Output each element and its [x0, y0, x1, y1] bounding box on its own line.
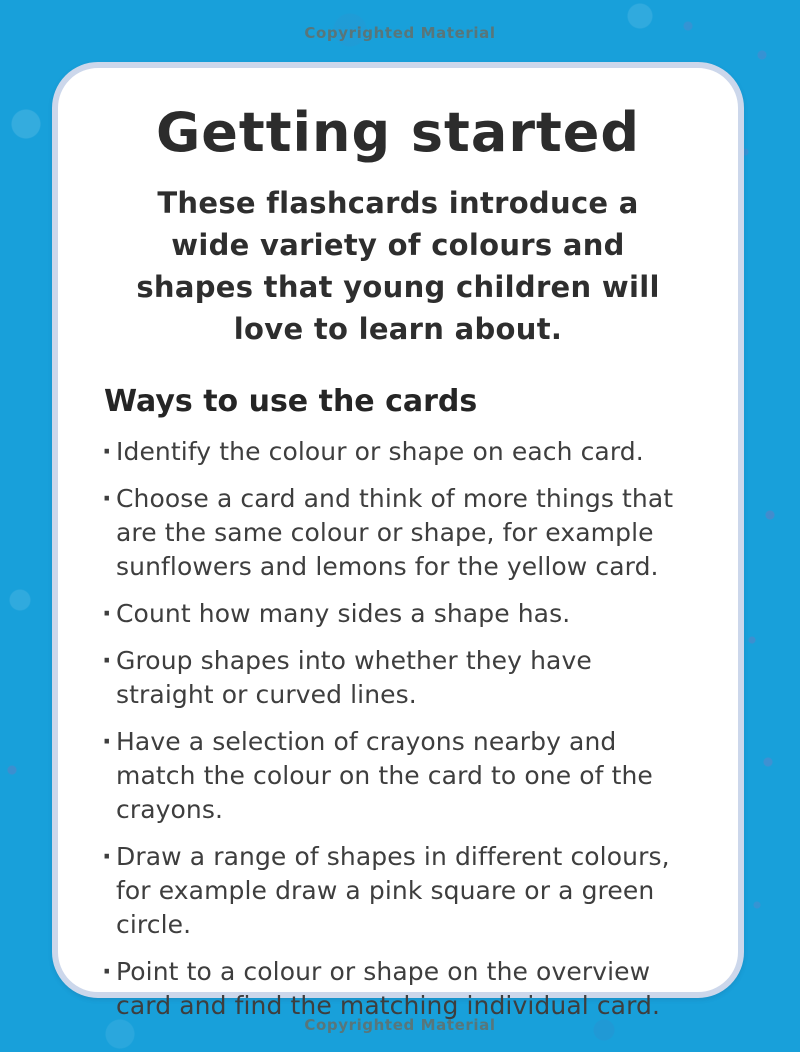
bullet-dot: ·: [102, 957, 112, 986]
bullet-dot: ·: [102, 842, 112, 871]
bullet-dot: ·: [102, 599, 112, 628]
list-item: [102, 840, 694, 942]
intro-line: shapes that young children will: [136, 270, 660, 304]
bullet-text: Group shapes into whether they have straight or curved lines.: [116, 646, 592, 709]
bullet-text: Point to a colour or shape on the overview card and find the matching individual card.: [116, 957, 661, 1020]
bullet-text: Have a selection of crayons nearby and match the colour on the card to one of the crayons.: [116, 727, 653, 824]
list-item: [102, 597, 694, 631]
intro-line: love to learn about.: [233, 312, 563, 346]
page-title: Getting started: [155, 101, 641, 164]
intro-paragraph: [102, 182, 694, 350]
bullet-text: Count how many sides a shape has.: [116, 599, 571, 628]
content-card: [52, 62, 744, 1020]
bullet-dot: ·: [102, 484, 112, 513]
list-item: [102, 725, 694, 827]
bullet-list: [102, 435, 694, 1023]
bullet-dot: ·: [102, 437, 112, 466]
list-item: [102, 644, 694, 712]
list-item: [102, 482, 694, 584]
bullet-text: Choose a card and think of more things that are the same colour or shape, for example sunflowers and lemons for the yellow card.: [116, 484, 674, 581]
intro-line: wide variety of colours and: [171, 228, 625, 262]
copyright-top-label: Copyrighted Material: [304, 24, 496, 42]
copyright-bottom-label: Copyrighted Material: [304, 1016, 496, 1034]
bullet-dot: ·: [102, 646, 112, 675]
bullet-text: Identify the colour or shape on each card.: [116, 437, 644, 466]
section-heading: Ways to use the cards: [104, 384, 478, 419]
bullet-dot: ·: [102, 727, 112, 756]
bullet-text: Draw a range of shapes in different colours, for example draw a pink square or a green circle.: [116, 842, 670, 939]
list-item: [102, 435, 694, 469]
intro-line: These flashcards introduce a: [157, 186, 639, 220]
list-item: [102, 955, 694, 1023]
